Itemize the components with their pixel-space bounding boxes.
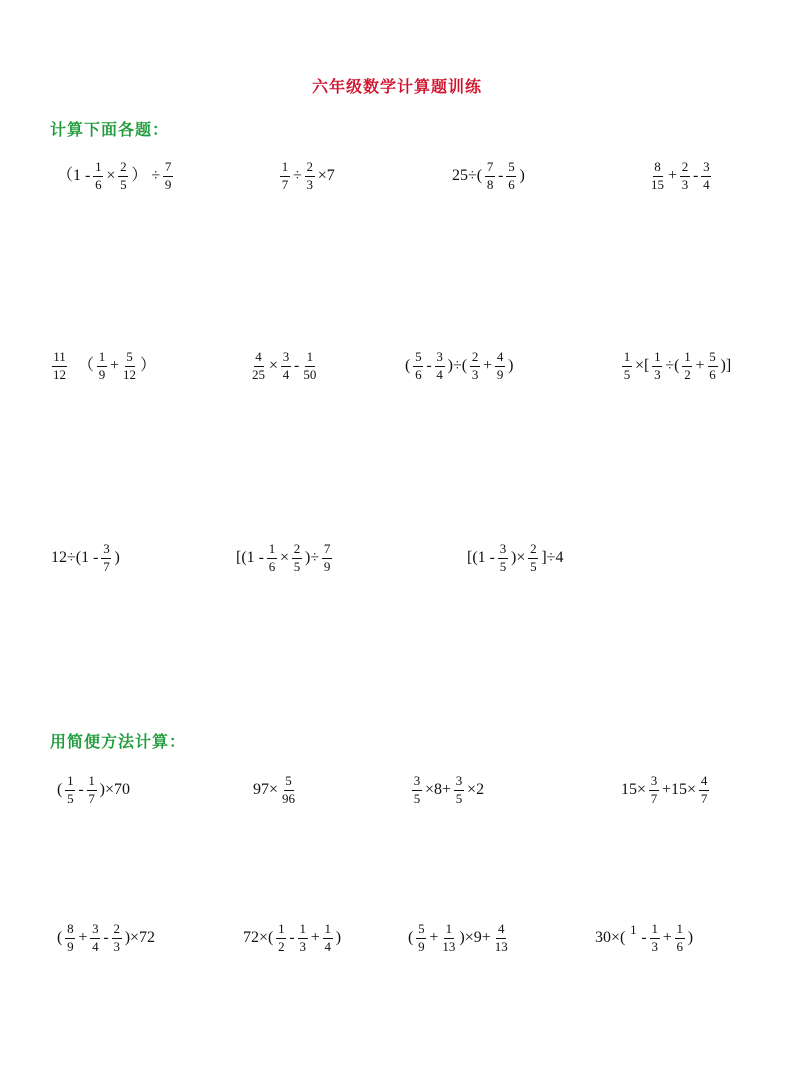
expression-text: +15× [662,781,697,799]
fraction [122,350,137,383]
expression-text: 25÷( [452,167,483,185]
numerator: 2 [470,350,480,367]
problem-18 [407,922,511,955]
expression-text: - [641,929,647,947]
fraction [622,350,632,383]
denominator: 5 [455,790,463,806]
problem-2 [278,160,336,193]
expression-text: )×72 [124,929,156,947]
numerator: 4 [254,350,264,367]
expression-text: 72×( [243,929,274,947]
fraction [87,774,97,807]
fraction [650,922,660,955]
expression-text: × [106,167,116,185]
numerator: 3 [454,774,464,791]
expression-text: ×2 [467,781,485,799]
numerator: 3 [101,542,111,559]
denominator: 3 [471,366,479,382]
fraction [281,774,296,807]
denominator: 5 [413,790,421,806]
fraction [305,160,315,193]
numerator: 1 [622,350,632,367]
fraction [112,922,122,955]
fraction [323,922,333,955]
fraction [163,160,173,193]
expression-text: [(1 - [236,549,264,567]
fraction [322,542,332,575]
expression-text: + [662,929,672,947]
problem-3 [451,160,526,193]
expression-text: [(1 - [467,549,495,567]
expression-text: （1 - [57,167,91,185]
fraction [276,922,286,955]
denominator: 3 [306,176,314,192]
fraction [90,922,100,955]
expression-text: ÷( [665,357,680,375]
denominator: 7 [650,790,658,806]
numerator: 3 [498,542,508,559]
expression-text: - [498,167,504,185]
denominator: 3 [681,176,689,192]
fraction [416,922,426,955]
numerator: 1 [305,350,315,367]
fraction [652,350,662,383]
fraction [280,160,290,193]
numerator: 1 [630,921,637,937]
expression-text: + [310,929,320,947]
denominator: 6 [709,366,716,382]
problem-19 [594,922,694,955]
denominator: 2 [684,366,691,382]
numerator: 1 [323,922,333,939]
expression-text: + [429,929,439,947]
denominator: 9 [98,366,106,382]
numerator: 2 [292,542,302,559]
fraction [302,350,317,383]
fraction [292,542,302,575]
fraction [412,774,422,807]
expression-text: ×7 [317,167,335,185]
expression-text: ]÷4 [541,549,564,567]
denominator: 13 [494,938,508,954]
expression-text: × [269,357,279,375]
expression-text: 97× [253,781,279,799]
expression-text: + [695,357,705,375]
fraction [118,160,128,193]
section-heading-compute: 计算下面各题： [50,120,170,139]
denominator: 12 [53,366,66,382]
numerator: 7 [485,160,495,177]
expression-text: + [110,357,120,375]
fraction [97,350,107,383]
denominator: 13 [442,938,456,954]
expression-text: + [483,357,493,375]
denominator: 4 [436,366,443,382]
denominator: 5 [499,558,507,574]
fraction [413,350,423,383]
numerator: 5 [416,922,426,939]
expression-text: )×9+ [459,929,491,947]
numerator: 3 [281,350,291,367]
numerator: 1 [87,774,97,791]
expression-text: )× [510,549,526,567]
problem-16 [56,922,156,955]
numerator: 4 [495,350,505,367]
numerator: 1 [267,542,277,559]
numerator: 4 [496,922,506,939]
numerator: 3 [90,922,100,939]
problem-17 [242,922,342,955]
expression-text: - [294,357,300,375]
denominator: 6 [508,176,515,192]
fraction [494,922,509,955]
numerator: 5 [506,160,516,177]
denominator: 3 [113,938,120,954]
problem-5 [50,350,157,383]
numerator: 1 [444,922,454,939]
expression-text: ( [57,929,63,947]
expression-text: ) [508,357,514,375]
expression-text: ×8+ [425,781,452,799]
fraction [495,350,505,383]
fraction [699,774,709,807]
numerator: 5 [125,350,135,367]
denominator: 4 [703,176,710,192]
expression-text: )] [720,357,732,375]
fraction [52,350,67,383]
problem-13 [252,774,298,807]
fraction [298,922,308,955]
denominator: 5 [120,176,127,192]
expression-text: ( [57,781,63,799]
denominator: 9 [67,938,74,954]
denominator: 3 [299,938,306,954]
numerator: 5 [413,350,423,367]
problem-12 [56,774,131,807]
fraction [708,350,718,383]
expression-text: - [426,357,432,375]
fraction [649,774,659,807]
denominator: 5 [530,558,537,574]
numerator: 1 [276,922,286,939]
problem-15 [620,774,711,807]
fraction [528,542,538,575]
denominator: 6 [676,938,683,954]
numerator: 5 [284,774,294,791]
denominator: 5 [293,558,301,574]
numerator: 1 [93,160,103,177]
expression-text: 30×( [595,929,626,947]
numerator: 7 [163,160,173,177]
fraction [680,160,690,193]
numerator: 3 [649,774,659,791]
denominator: 15 [651,176,664,192]
fraction [251,350,266,383]
denominator: 5 [67,790,74,806]
problem-4 [648,160,713,193]
fraction [93,160,103,193]
expression-text: - [289,929,295,947]
numerator: 3 [701,160,711,177]
expression-text: ( [405,357,411,375]
numerator: 7 [322,542,332,559]
expression-text: - [693,167,699,185]
problem-7 [404,350,514,383]
denominator: 7 [281,176,289,192]
denominator: 4 [282,366,290,382]
denominator: 4 [92,938,99,954]
expression-text: × [279,549,290,567]
expression-text: ) [335,929,342,947]
denominator: 4 [324,938,331,954]
problem-1 [56,160,175,193]
fraction [65,774,75,807]
expression-text: + [668,167,678,185]
numerator: 1 [65,774,75,791]
expression-text: )÷ [305,549,320,567]
numerator: 3 [412,774,422,791]
denominator: 9 [323,558,331,574]
denominator: 8 [486,176,494,192]
numerator: 2 [305,160,315,177]
fraction [281,350,291,383]
numerator: 3 [435,350,445,367]
problem-8 [620,350,732,383]
denominator: 12 [123,366,137,382]
denominator: 6 [95,176,102,192]
fraction [506,160,516,193]
numerator: 1 [298,922,308,939]
expression-text: ） [140,357,157,375]
numerator: 8 [65,922,75,939]
problem-6 [249,350,319,383]
numerator: 1 [682,350,692,367]
denominator: 6 [415,366,422,382]
numerator: 2 [680,160,690,177]
expression-text: ) [519,167,525,185]
expression-text: )×70 [99,781,131,799]
denominator: 50 [303,366,317,382]
denominator: 5 [623,366,631,382]
fraction [485,160,495,193]
fraction [267,542,277,575]
numerator: 2 [112,922,122,939]
fraction [701,160,711,193]
numerator: 2 [118,160,128,177]
denominator: 96 [282,790,296,806]
expression-text: ) [114,549,120,567]
expression-text: + [78,929,88,947]
fraction [650,160,665,193]
expression-text: ) [687,929,694,947]
denominator: 7 [700,790,708,806]
denominator: 9 [418,938,425,954]
denominator: 3 [651,938,658,954]
numerator: 1 [280,160,290,177]
denominator: 6 [268,558,276,574]
expression-text: （ [70,357,95,375]
fraction [435,350,445,383]
numerator: 5 [708,350,718,367]
numerator: 1 [652,350,662,367]
expression-text: - [78,781,84,799]
fraction [628,923,638,955]
expression-text: ×[ [635,357,650,375]
worksheet-title: 六年级数学计算题训练 [311,77,482,96]
fraction [498,542,508,575]
expression-text: ÷ [293,167,302,185]
fraction [675,922,685,955]
expression-text: 12÷(1 - [51,549,99,567]
expression-text: ( [408,929,414,947]
fraction [101,542,111,575]
expression-text: ） ÷ [131,167,161,185]
problem-10 [235,542,334,575]
expression-text: 15× [621,781,647,799]
fraction [682,350,692,383]
problem-11 [466,542,564,575]
numerator: 1 [97,350,107,367]
numerator: 1 [675,922,685,939]
denominator: 3 [654,366,661,382]
denominator: 7 [103,558,110,574]
section-heading-simplify: 用简便方法计算： [50,732,187,751]
denominator: 9 [164,176,172,192]
fraction [470,350,480,383]
numerator: 8 [653,160,663,177]
numerator: 4 [699,774,709,791]
numerator: 1 [650,922,660,939]
denominator: 25 [252,366,265,382]
numerator: 2 [528,542,538,559]
expression-text: - [103,929,109,947]
denominator [628,938,638,954]
denominator: 9 [496,366,504,382]
denominator: 2 [278,938,285,954]
numerator: 11 [52,350,67,367]
fraction [441,922,456,955]
problem-14 [410,774,485,807]
expression-text: )÷( [447,357,468,375]
problem-9 [50,542,121,575]
denominator: 7 [88,790,95,806]
fraction [454,774,464,807]
fraction [65,922,75,955]
